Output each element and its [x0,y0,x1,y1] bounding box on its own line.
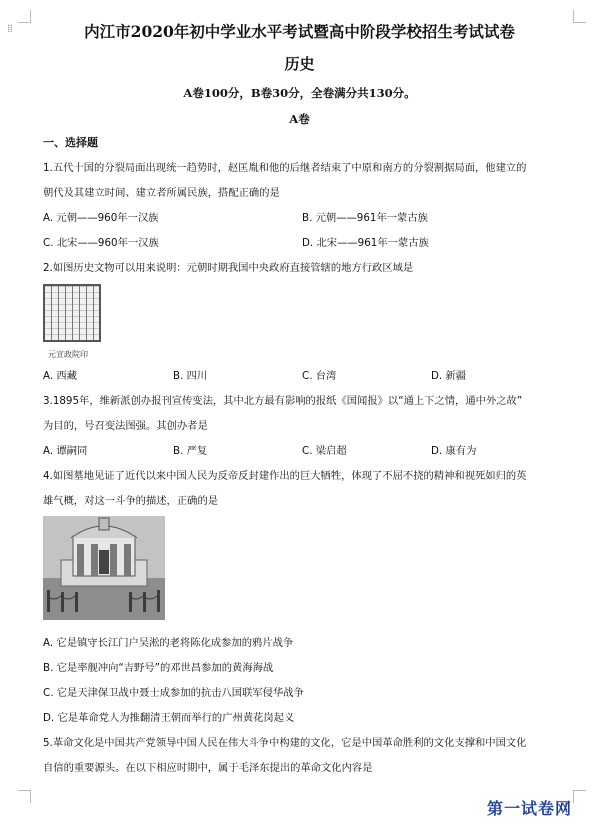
q4-line-1: 4.如图墓地见证了近代以来中国人民为反帝反封建作出的巨大牺牲，体现了不屈不挠的精神和视死如归的英 [43,470,527,482]
q3-line-1: 3.1895年，维新派创办报刊宣传变法，其中北方最有影响的报纸《国闻报》以“通上下之情，通中外之故” [43,395,523,407]
q3-line-2: 为目的，号召变法图强。其创办者是 [43,420,208,432]
seal-image [43,284,101,342]
section-heading: 一、选择题 [43,136,98,149]
site-watermark-logo: 第一试卷网 [487,799,573,818]
q2-option-d: D. 新疆 [431,370,467,382]
q1-line-1: 1.五代十国的分裂局面出现统一趋势时，赵匡胤和他的后继者结束了中原和南方的分裂割据局面，他建立的 [43,162,527,174]
volume-label: A卷 [289,112,310,126]
subject-title: 历史 [284,55,315,73]
q1-option-d: D. 北宋——961年一蒙古族 [302,237,429,249]
q1-line-2: 朝代及其建立时间、建立者所属民族，搭配正确的是 [43,187,280,199]
q4-option-c: C. 它是天津保卫战中聂士成参加的抗击八国联军侵华战争 [43,687,304,699]
q1-option-a: A. 元朝——960年一汉族 [43,212,159,224]
q3-option-d: D. 康有为 [431,445,477,457]
q2-option-b: B. 四川 [173,370,208,382]
q3-option-c: C. 梁启超 [302,445,347,457]
q2-option-a: A. 西藏 [43,370,78,382]
q2-option-c: C. 台湾 [302,370,337,382]
exam-title: 内江市2020年初中学业水平考试暨高中阶段学校招生考试试卷 [84,22,515,41]
q3-option-a: A. 谭嗣同 [43,445,88,457]
q1-option-b: B. 元朝——961年一蒙古族 [302,212,428,224]
score-note: A卷100分，B卷30分，全卷满分共130分。 [183,86,416,100]
crop-mark-bottom-right [573,790,586,803]
crop-mark-bottom-left [18,790,31,803]
q3-option-b: B. 严复 [173,445,208,457]
q1-option-c: C. 北宋——960年一汉族 [43,237,159,249]
q4-line-2: 雄气概，对这一斗争的描述，正确的是 [43,495,219,507]
seal-caption: 元宣政院印 [48,350,88,359]
q4-option-a: A. 它是镇守长江门户吴淞的老将陈化成参加的鸦片战争 [43,637,294,649]
memorial-photo [43,516,165,620]
q4-option-d: D. 它是革命党人为推翻清王朝而举行的广州黄花岗起义 [43,712,295,724]
q5-line-1: 5.革命文化是中国共产党领导中国人民在伟大斗争中构建的文化，它是中国革命胜利的文化支撑和中国文化 [43,737,527,749]
drag-handle-icon[interactable]: ⁞⁞ [7,22,12,35]
q5-line-2: 自信的重要源头。在以下相应时期中，属于毛泽东提出的革命文化内容是 [43,762,373,774]
q4-option-b: B. 它是率舰冲向“吉野号”的邓世昌参加的黄海海战 [43,662,274,674]
q2-line-1: 2.如图历史文物可以用来说明：元朝时期我国中央政府直接管辖的地方行政区域是 [43,262,414,274]
